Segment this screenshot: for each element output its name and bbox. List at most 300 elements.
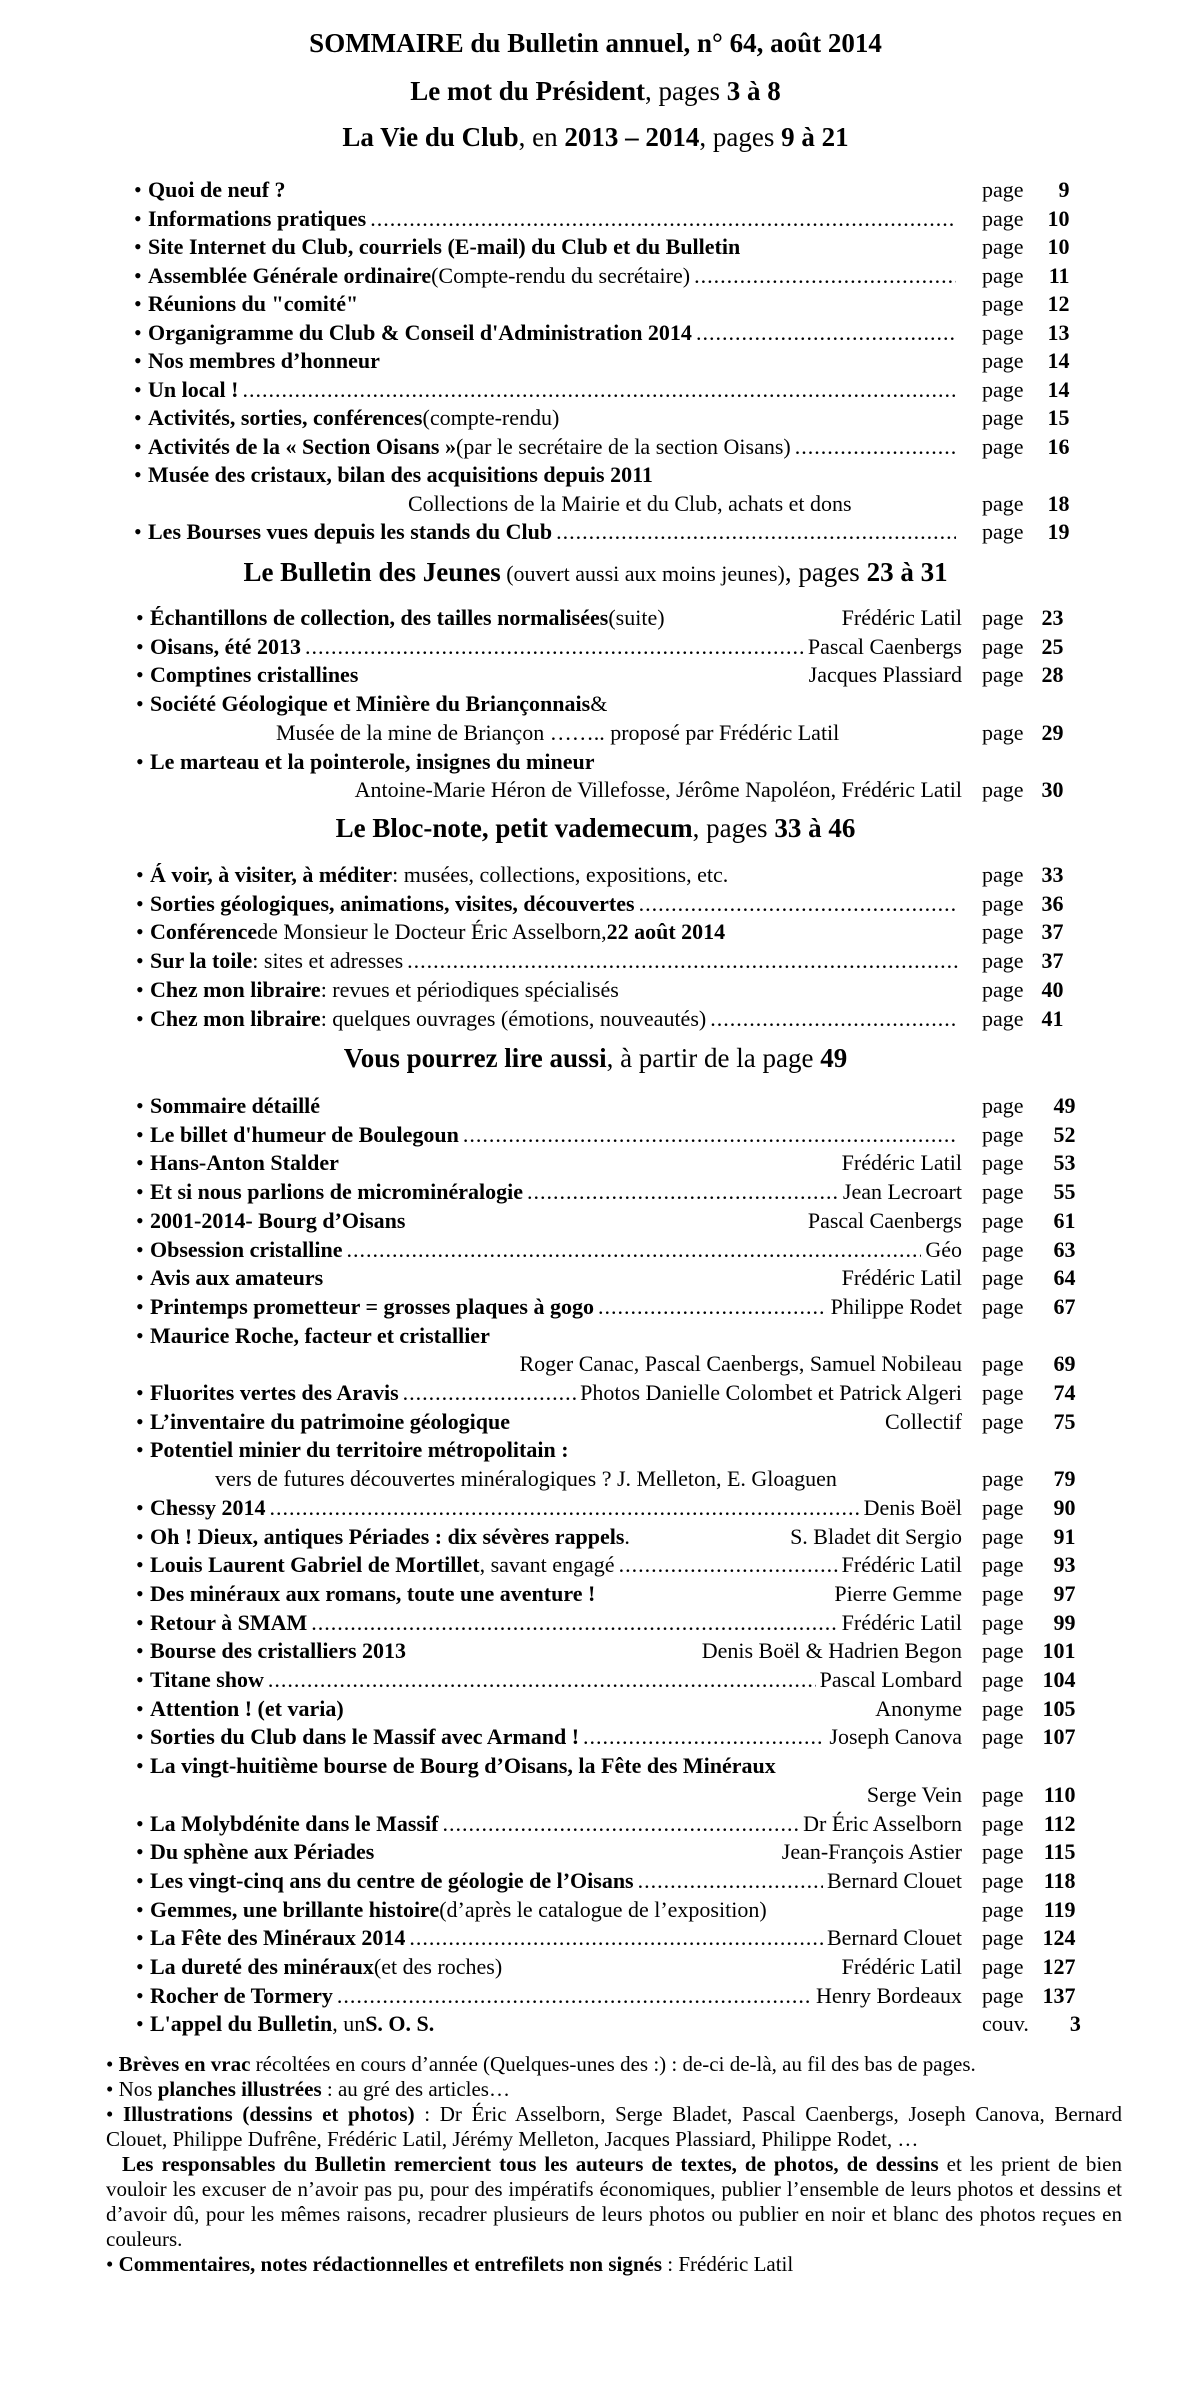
entry-title: Avis aux amateurs — [150, 1265, 324, 1291]
entry-author: Collectif — [885, 1408, 962, 1434]
bullet-glyph: • — [136, 1494, 144, 1520]
page-number: 61 — [1053, 1207, 1076, 1233]
toc-row — [0, 1723, 1191, 1751]
dot-leader — [638, 1867, 823, 1895]
page-word: page — [982, 1179, 1024, 1205]
toc-row — [0, 690, 1191, 718]
entry-title: Attention ! (et varia) — [150, 1695, 344, 1721]
dot-leader — [268, 1666, 816, 1694]
page-word: page — [982, 1523, 1024, 1549]
toc-entry — [134, 205, 960, 233]
page-word: page — [982, 1954, 1024, 1979]
entry-note: (et des roches) — [373, 1954, 503, 1979]
toc-row — [0, 262, 1191, 290]
dot-leader — [795, 433, 956, 461]
bullet-glyph: • — [136, 948, 144, 974]
page-ref — [982, 719, 1064, 747]
bullet-glyph: • — [136, 1093, 144, 1118]
toc-entry — [136, 2010, 962, 2038]
bullet-glyph: • — [136, 1552, 144, 1578]
entry-title: Activités, sorties, conférences — [148, 405, 423, 430]
toc-row — [0, 1609, 1191, 1637]
entry-title: Et si nous parlions de microminéralogie — [150, 1179, 523, 1205]
page-number: 3 — [1069, 2011, 1081, 2037]
page-ref — [982, 1953, 1076, 1981]
page-ref — [982, 262, 1070, 290]
page-number: 55 — [1053, 1179, 1076, 1205]
toc-entry — [136, 1005, 962, 1033]
dot-leader — [270, 1494, 860, 1522]
toc-row — [0, 176, 1191, 204]
dot-leader — [583, 1723, 825, 1751]
page-word: page — [982, 1380, 1024, 1405]
toc-row — [0, 376, 1191, 404]
page-number: 49 — [1053, 1093, 1076, 1118]
page-number: 67 — [1053, 1293, 1076, 1319]
page-word: page — [982, 1810, 1024, 1836]
toc-row — [0, 1580, 1191, 1608]
page-ref — [982, 1293, 1076, 1321]
main-title: SOMMAIRE du Bulletin annuel, n° 64, août 2014 — [309, 28, 882, 58]
toc-entry — [136, 947, 962, 975]
page-ref — [982, 1580, 1076, 1608]
toc-row — [0, 290, 1191, 318]
page-number: 10 — [1047, 205, 1070, 231]
bullet-glyph: • — [136, 1408, 144, 1434]
page-number: 19 — [1047, 519, 1070, 544]
dot-leader — [619, 1551, 838, 1579]
toc-row — [0, 1781, 1191, 1809]
toc-entry — [136, 1264, 962, 1292]
toc-row — [0, 604, 1191, 632]
dot-leader — [639, 890, 958, 918]
bullet-glyph: • — [136, 1810, 144, 1836]
bullet-glyph: • — [136, 2011, 144, 2037]
page-number: 101 — [1042, 1638, 1076, 1664]
toc-row — [0, 2010, 1191, 2038]
toc-entry — [136, 1896, 962, 1924]
entry-title: Collections de la Mairie et du Club, achats et dons — [408, 490, 852, 516]
toc-entry — [134, 376, 960, 404]
page-ref — [982, 918, 1064, 946]
page-number: 23 — [1041, 605, 1064, 630]
entry-continuation — [276, 719, 839, 747]
toc-entry — [136, 748, 962, 776]
toc-entry — [134, 176, 960, 204]
entry-author: Pascal Caenbergs — [807, 633, 962, 659]
page-word: page — [982, 519, 1024, 544]
bullet-glyph: • — [136, 1867, 144, 1893]
entry-title: L’inventaire du patrimoine géologique — [150, 1408, 510, 1434]
dot-leader — [710, 1005, 958, 1033]
entry-author: Philippe Rodet — [830, 1293, 962, 1319]
toc-row — [0, 1207, 1191, 1235]
entry-author: Frédéric Latil — [841, 605, 962, 630]
footer-breves: • Brèves en vrac récoltées en cours d’année (Quelques-unes des :) : de-ci de-là, au fil des bas de pages. — [106, 2052, 976, 2076]
toc-row — [0, 347, 1191, 375]
page-word: page — [982, 1982, 1024, 2008]
toc-row — [0, 1810, 1191, 1838]
page-number: 93 — [1053, 1552, 1076, 1578]
toc-row — [0, 1264, 1191, 1292]
page-number: 110 — [1043, 1781, 1076, 1807]
entry-title: Conférence — [150, 919, 258, 945]
page-number: 124 — [1042, 1925, 1076, 1951]
bullet-glyph: • — [136, 919, 144, 945]
page-number: 107 — [1042, 1724, 1076, 1750]
entry-author: Photos Danielle Colombet et Patrick Algeri — [580, 1380, 962, 1405]
footer-illustrations: • Illustrations (dessins et photos) : Dr Éric Asselborn, Serge Bladet, Pascal Caenbergs, Joseph Canova, Bernard Clouet, Philippe Dufrêne, Frédéric Latil, Jérémy Melleton, Jacques Plassiard, Philippe Rodet, … — [106, 2102, 1122, 2151]
bullet-glyph: • — [136, 1523, 144, 1549]
page-word: couv. — [982, 2011, 1029, 2037]
toc-entry — [134, 518, 960, 546]
entry-title: Organigramme du Club & Conseil d'Administration 2014 — [148, 319, 692, 345]
bullet-glyph: • — [134, 205, 142, 231]
page-ref — [982, 1523, 1076, 1551]
toc-entry — [136, 1838, 962, 1866]
entry-title: Retour à SMAM — [150, 1609, 308, 1635]
toc-row — [0, 633, 1191, 661]
entry-title: Site Internet du Club, courriels (E-mail) du Club et du Bulletin — [148, 234, 741, 259]
page-word: page — [982, 1925, 1024, 1951]
entry-note: (compte-rendu) — [422, 405, 560, 430]
page-ref — [982, 1236, 1076, 1264]
toc-row — [0, 1236, 1191, 1264]
footer-notes — [106, 2052, 1122, 2277]
page-ref — [982, 176, 1070, 204]
entry-continuation — [215, 1465, 837, 1493]
page-word: page — [982, 976, 1024, 1002]
page-ref — [982, 1264, 1076, 1292]
toc-entry — [136, 1666, 962, 1694]
toc-row — [0, 947, 1191, 975]
page-word: page — [982, 1293, 1024, 1319]
entry-title: Titane show — [150, 1667, 264, 1692]
bullet-glyph: • — [136, 1293, 144, 1319]
page-word: page — [982, 1580, 1024, 1606]
entry-note: : revues et périodiques spécialisés — [320, 976, 619, 1002]
bullet-glyph: • — [136, 1236, 144, 1262]
entry-author: Denis Boël — [863, 1494, 962, 1520]
dot-leader — [311, 1609, 837, 1637]
entry-title: La Fête des Minéraux 2014 — [150, 1925, 406, 1951]
page-number: 90 — [1053, 1494, 1076, 1520]
toc-entry — [136, 1207, 962, 1235]
toc-entry — [136, 1121, 962, 1149]
page-ref — [982, 661, 1064, 689]
page-number: 29 — [1041, 719, 1064, 745]
bullet-glyph: • — [134, 519, 142, 544]
entry-note: : sites et adresses — [252, 948, 404, 974]
page-number: 30 — [1041, 777, 1064, 803]
page-ref — [982, 1810, 1076, 1838]
page-number: 91 — [1053, 1523, 1076, 1549]
page-number: 13 — [1047, 319, 1070, 345]
page-ref — [982, 976, 1064, 1004]
toc-entry — [136, 604, 962, 632]
bullet-glyph: • — [136, 1982, 144, 2008]
toc-row — [0, 890, 1191, 918]
bullet-glyph: • — [136, 691, 144, 717]
entry-note: (suite) — [608, 605, 665, 630]
dot-leader — [556, 518, 956, 546]
entry-title: Du sphène aux Périades — [150, 1839, 375, 1865]
entry-title: Un local ! — [148, 376, 239, 402]
page-word: page — [982, 1839, 1024, 1865]
bullet-glyph: • — [136, 1896, 144, 1922]
toc-row — [0, 1752, 1191, 1780]
toc-row — [0, 1867, 1191, 1895]
entry-title: Nos membres d’honneur — [148, 348, 380, 373]
bullet-glyph: • — [136, 1437, 144, 1463]
toc-entry — [136, 861, 962, 889]
dot-leader — [370, 205, 956, 233]
toc-row — [0, 433, 1191, 461]
toc-row — [0, 748, 1191, 776]
bullet-glyph: • — [136, 1925, 144, 1951]
entry-title: Oisans, été 2013 — [150, 633, 301, 659]
page-number: 14 — [1047, 348, 1070, 373]
bullet-glyph: • — [136, 890, 144, 916]
entry-title: Gemmes, une brillante histoire — [150, 1896, 440, 1922]
toc-row — [0, 1178, 1191, 1206]
page-word: page — [982, 1896, 1024, 1922]
page-ref — [982, 1781, 1076, 1809]
toc-entry — [136, 1551, 962, 1579]
page-ref — [982, 1666, 1076, 1694]
toc-entry — [136, 1867, 962, 1895]
entry-note: : quelques ouvrages (émotions, nouveautés) — [320, 1005, 707, 1031]
page-ref — [982, 518, 1070, 546]
toc-entry — [136, 918, 962, 946]
page-number: 69 — [1053, 1351, 1076, 1377]
toc-row — [0, 861, 1191, 889]
toc-row — [0, 1953, 1191, 1981]
toc-row — [0, 1896, 1191, 1924]
page-word: page — [982, 1351, 1024, 1377]
toc-entry — [136, 633, 962, 661]
bullet-glyph: • — [136, 1580, 144, 1606]
page-word: page — [982, 205, 1024, 231]
entry-author: Anonyme — [875, 1695, 962, 1721]
bullet-glyph: • — [136, 862, 144, 887]
bullet-glyph: • — [134, 262, 142, 288]
page-word: page — [982, 1609, 1024, 1635]
page-ref — [982, 1350, 1076, 1378]
page-ref — [982, 776, 1064, 804]
dot-leader — [527, 1178, 839, 1206]
entry-author: …….. proposé par Frédéric Latil — [544, 719, 840, 745]
page-number: 14 — [1047, 376, 1070, 402]
page-word: page — [982, 1150, 1024, 1176]
page-word: page — [982, 348, 1024, 373]
toc-row — [0, 518, 1191, 546]
page-word: page — [982, 1265, 1024, 1291]
dot-leader — [407, 947, 958, 975]
page-ref — [982, 890, 1064, 918]
footer-commentaires: • Commentaires, notes rédactionnelles et entrefilets non signés : Frédéric Latil — [106, 2252, 794, 2276]
toc-row — [0, 1523, 1191, 1551]
toc-row — [0, 1350, 1191, 1378]
entry-title: Les vingt-cinq ans du centre de géologie de l’Oisans — [150, 1867, 634, 1893]
entry-title: Printemps prometteur = grosses plaques à gogo — [150, 1293, 594, 1319]
toc-entry — [136, 890, 962, 918]
toc-row — [0, 319, 1191, 347]
page-number: 28 — [1041, 662, 1064, 688]
toc-entry — [136, 1810, 962, 1838]
jeunes-header: Le Bulletin des Jeunes (ouvert aussi aux moins jeunes), pages 23 à 31 — [243, 557, 948, 587]
page-ref — [982, 1178, 1076, 1206]
entry-tail: . — [624, 1523, 630, 1549]
bullet-glyph: • — [134, 376, 142, 402]
toc-entry — [134, 461, 960, 489]
page-number: 12 — [1047, 291, 1070, 316]
page-word: page — [982, 1724, 1024, 1750]
page-word: page — [982, 719, 1024, 745]
page-number: 97 — [1053, 1580, 1076, 1606]
toc-entry — [136, 1436, 962, 1464]
page-number: 36 — [1041, 890, 1064, 916]
page-ref — [982, 861, 1064, 889]
dot-leader — [694, 262, 956, 290]
toc-row — [0, 1436, 1191, 1464]
toc-entry — [134, 404, 960, 432]
bullet-glyph: • — [136, 1380, 144, 1405]
toc-row — [0, 1465, 1191, 1493]
page-ref — [982, 1723, 1076, 1751]
entry-author: Serge Vein — [866, 1781, 962, 1807]
page-number: 15 — [1047, 405, 1070, 430]
page-ref — [982, 1121, 1076, 1149]
toc-entry — [136, 1982, 962, 2010]
page-number: 64 — [1053, 1265, 1076, 1291]
page-ref — [982, 1637, 1076, 1665]
page-word: page — [982, 291, 1024, 316]
toc-entry — [136, 1293, 962, 1321]
page-ref — [982, 404, 1070, 432]
toc-entry — [136, 1092, 962, 1120]
entry-title: Échantillons de collection, des tailles normalisées — [150, 605, 609, 630]
page-word: page — [982, 1466, 1024, 1492]
entry-title: Quoi de neuf ? — [148, 177, 286, 202]
entry-title: Musée de la mine de Briançon — [276, 719, 545, 745]
footer-remerciements: Les responsables du Bulletin remercient tous les auteurs de textes, de photos, de dessins et les prient de bien vouloir les excuser de n’avoir pas pu, pour des impératifs économiques, publier l’ensemble de leurs photos et dessins et d’avoir dû, pour les mêmes raisons, recadrer plusieurs de leurs photos ou publier en noir et blanc des photos reçues en couleurs. — [106, 2152, 1123, 2251]
bullet-glyph: • — [134, 234, 142, 259]
page-ref — [982, 633, 1064, 661]
entry-note: de Monsieur le Docteur Éric Asselborn, — [257, 919, 607, 945]
toc-entry — [136, 1695, 962, 1723]
page-word: page — [982, 405, 1024, 430]
dot-leader — [337, 1982, 812, 2010]
bullet-glyph: • — [136, 633, 144, 659]
page-word: page — [982, 1207, 1024, 1233]
page-number: 104 — [1042, 1667, 1076, 1692]
entry-title: Le billet d'humeur de Boulegoun — [150, 1121, 459, 1147]
entry-note: (d’après le catalogue de l’exposition) — [439, 1896, 767, 1922]
bullet-glyph: • — [136, 1753, 144, 1779]
entry-note: & — [590, 691, 608, 717]
page-word: page — [982, 1552, 1024, 1578]
bullet-glyph: • — [136, 605, 144, 630]
toc-row — [0, 233, 1191, 261]
dot-leader — [598, 1293, 827, 1321]
entry-author: Joseph Canova — [829, 1724, 962, 1750]
entry-note: (Compte-rendu du secrétaire) — [431, 262, 691, 288]
entry-author: Jacques Plassiard — [808, 662, 962, 688]
dot-leader — [696, 319, 956, 347]
entry-title: Des minéraux aux romans, toute une aventure ! — [150, 1580, 596, 1606]
entry-title: Société Géologique et Minière du Briançonnais — [150, 691, 591, 717]
page-ref — [982, 205, 1070, 233]
toc-entry — [136, 1637, 962, 1665]
club-header: La Vie du Club, en 2013 – 2014, pages 9 à 21 — [342, 122, 849, 152]
page-ref — [982, 2010, 1081, 2038]
entry-title: Activités de la « Section Oisans » — [148, 433, 456, 459]
page-word: page — [982, 1867, 1024, 1893]
entry-title: Chessy 2014 — [150, 1494, 266, 1520]
toc-entry — [136, 661, 962, 689]
footer-planches: • Nos planches illustrées : au gré des articles… — [106, 2077, 510, 2101]
entry-author: Denis Boël & Hadrien Begon — [701, 1638, 962, 1664]
toc-row — [0, 1982, 1191, 2010]
entry-title: La Molybdénite dans le Massif — [150, 1810, 439, 1836]
toc-entry — [134, 319, 960, 347]
bullet-glyph: • — [136, 1839, 144, 1865]
entry-author: Frédéric Latil — [841, 1150, 962, 1176]
page-number: 99 — [1053, 1609, 1076, 1635]
entry-author: Frédéric Latil — [841, 1265, 962, 1291]
toc-row — [0, 918, 1191, 946]
toc-row — [0, 1666, 1191, 1694]
entry-note: , un — [332, 2011, 366, 2037]
entry-author: J. Melleton, E. Gloaguen — [611, 1466, 837, 1492]
page-word: page — [982, 319, 1024, 345]
toc-row — [0, 490, 1191, 518]
toc-entry — [136, 1752, 962, 1780]
page-number: 9 — [1058, 177, 1070, 202]
toc-entry — [136, 1408, 962, 1436]
toc-row — [0, 1005, 1191, 1033]
dot-leader — [403, 1379, 576, 1407]
toc-row — [0, 1293, 1191, 1321]
page-word: page — [982, 662, 1024, 688]
page-word: page — [982, 1695, 1024, 1721]
page-word: page — [982, 948, 1024, 974]
page-word: page — [982, 862, 1024, 887]
entry-title: Comptines cristallines — [150, 662, 359, 688]
entry-author: Frédéric Latil — [841, 1609, 962, 1635]
bullet-glyph: • — [134, 319, 142, 345]
entry-continuation — [408, 490, 852, 518]
page-number: 40 — [1041, 976, 1064, 1002]
page-number: 10 — [1047, 234, 1070, 259]
toc-row — [0, 1695, 1191, 1723]
entry-author: Bernard Clouet — [826, 1867, 962, 1893]
page-number: 11 — [1048, 262, 1070, 288]
entry-title: Bourse des cristalliers 2013 — [150, 1638, 407, 1664]
page-number: 63 — [1053, 1236, 1076, 1262]
toc-row — [0, 1149, 1191, 1177]
toc-row — [0, 661, 1191, 689]
page-ref — [982, 1838, 1076, 1866]
bullet-glyph: • — [136, 662, 144, 688]
entry-note: : musées, collections, expositions, etc. — [392, 862, 729, 887]
page-number: 127 — [1042, 1954, 1076, 1979]
toc-entry — [136, 1494, 962, 1522]
page-ref — [982, 1982, 1076, 2010]
bullet-glyph: • — [136, 1121, 144, 1147]
page-ref — [982, 1149, 1076, 1177]
